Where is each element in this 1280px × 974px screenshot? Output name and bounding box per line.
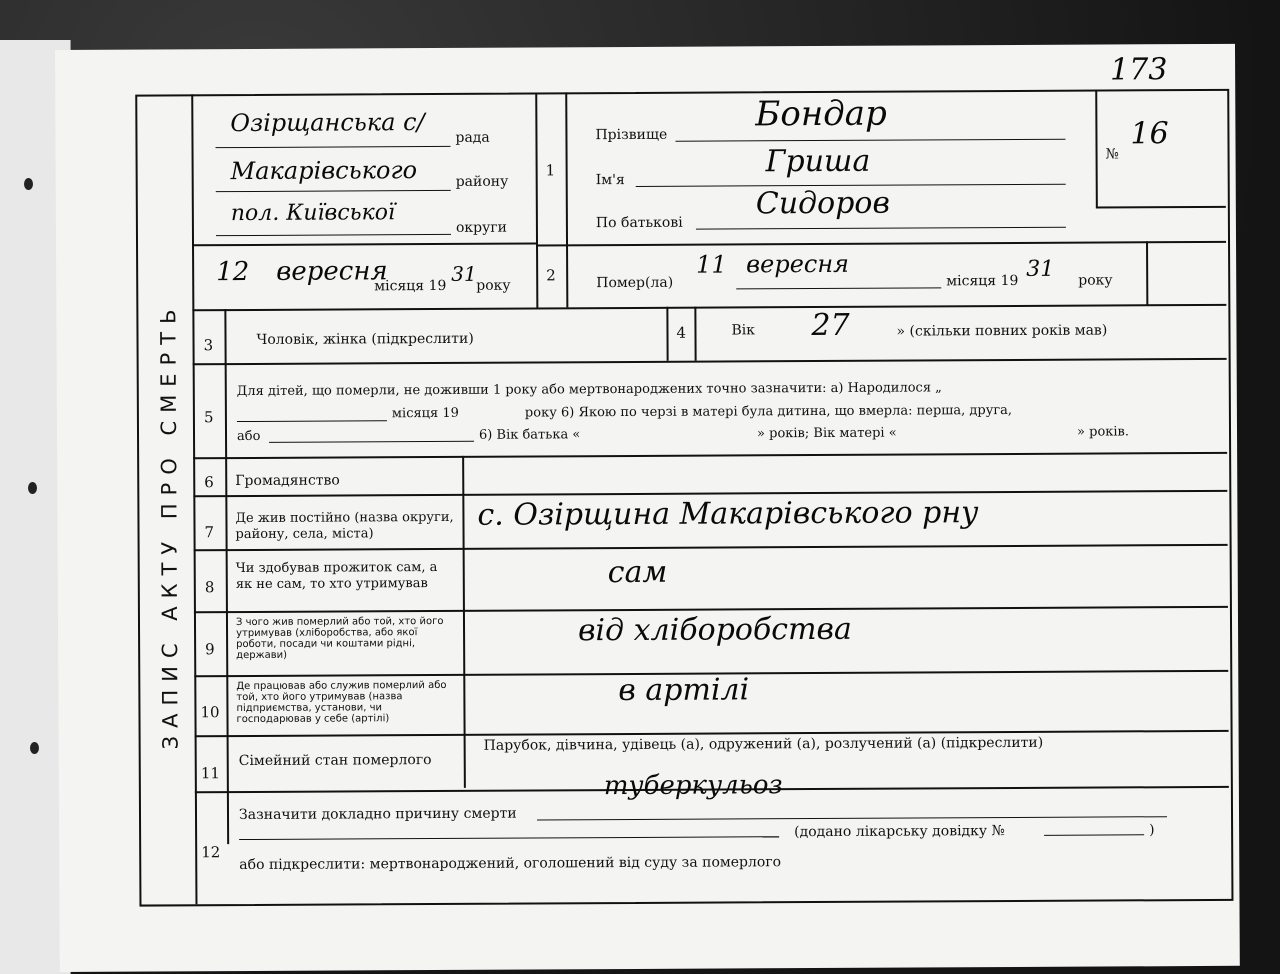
children-line-3a: або bbox=[236, 428, 261, 445]
okrug-value: пол. Київської bbox=[230, 200, 396, 227]
record-no-value: 16 bbox=[1130, 116, 1169, 152]
died-day: 11 bbox=[696, 250, 727, 279]
surname-label: Прізвище bbox=[595, 126, 668, 144]
row-number: 4 bbox=[676, 323, 687, 342]
surname-value: Бондар bbox=[755, 93, 887, 135]
marital-options: Парубок, дівчина, удівець (а), одружений (а), розлучений (а) (підкреслити) bbox=[483, 734, 1044, 754]
died-label: Помер(ла) bbox=[596, 274, 674, 292]
district-label: району bbox=[455, 173, 509, 190]
sheet-number: 173 bbox=[1110, 52, 1168, 88]
row-number: 2 bbox=[546, 266, 556, 285]
binding-hole bbox=[30, 742, 39, 754]
row-number: 10 bbox=[200, 703, 220, 722]
sex-field: Чоловік, жінка (підкреслити) bbox=[256, 330, 474, 348]
binding-hole bbox=[24, 178, 33, 190]
citizenship-label: Громадянство bbox=[235, 472, 340, 490]
marital-label: Сімейний стан померлого bbox=[238, 752, 432, 770]
cause-label: Зазначити докладно причину смерти bbox=[238, 805, 517, 824]
reg-month-label: місяця 19 bbox=[374, 277, 447, 295]
side-title: ЗАПИС АКТУ ПРО СМЕРТЬ bbox=[156, 301, 183, 750]
patronymic-label: По батькові bbox=[595, 214, 683, 232]
income-source-label: З чого жив померлий або той, хто його утримував (хліборобства, або якої роботи, посади чи коштами рідні, держави) bbox=[235, 615, 444, 662]
workplace-value: в артілі bbox=[618, 672, 750, 709]
age-value: 27 bbox=[811, 307, 850, 344]
row-number: 3 bbox=[203, 336, 214, 355]
livelihood-value: сам bbox=[607, 554, 668, 591]
reg-year-label: року bbox=[476, 277, 511, 294]
children-line-3c: » років; Вік матері « bbox=[756, 425, 897, 442]
died-year-label: року bbox=[1078, 272, 1113, 289]
form-page bbox=[55, 44, 1240, 972]
livelihood-label: Чи здобував прожиток сам, а як не сам, то хто утримував bbox=[235, 560, 438, 593]
name-label: Ім'я bbox=[595, 172, 625, 189]
reg-month: вересня bbox=[276, 256, 388, 287]
record-no-label: № bbox=[1105, 146, 1119, 163]
residence-label: Де жив постійно (назва округи, району, села, міста) bbox=[235, 509, 454, 543]
age-label: Вік bbox=[731, 322, 756, 339]
row-number: 9 bbox=[205, 640, 215, 659]
reg-year: 31 bbox=[451, 261, 477, 286]
row-number: 11 bbox=[200, 764, 220, 783]
residence-value: с. Озірщина Макарівського рну bbox=[477, 495, 979, 533]
row-number: 6 bbox=[204, 473, 214, 492]
certificate-label: (додано лікарську довідку № bbox=[794, 823, 1005, 841]
row-number: 1 bbox=[545, 161, 556, 180]
row-number: 8 bbox=[204, 578, 215, 597]
district-value: Макарівського bbox=[230, 156, 418, 186]
children-line-3d: » років. bbox=[1076, 424, 1130, 440]
children-line-1: Для дітей, що померли, не доживши 1 року або мертвонароджених точно зазначити: а) Народилося „ bbox=[236, 380, 942, 400]
council-label: рада bbox=[455, 129, 490, 146]
income-source-value: від хліборобства bbox=[577, 611, 852, 649]
died-year: 31 bbox=[1026, 256, 1055, 282]
binding-hole bbox=[28, 482, 37, 494]
reg-day: 12 bbox=[216, 256, 250, 288]
name-value: Гриша bbox=[765, 143, 871, 180]
children-line-2: місяця 19 bbox=[391, 405, 459, 422]
stillborn-note: або підкреслити: мертвонароджений, оголошений від суду за померлого bbox=[239, 854, 782, 874]
row-number: 5 bbox=[203, 408, 214, 427]
row-number: 7 bbox=[204, 523, 215, 542]
workplace-label: Де працював або служив померлий або той, хто його утримував (назва підприємства, установи, чи господарював у себе (артілі) bbox=[236, 679, 447, 726]
okrug-label: округи bbox=[455, 219, 508, 236]
children-line-2b: року 6) Якою по черзі в матері була дитина, що вмерла: перша, друга, bbox=[524, 402, 1013, 421]
certificate-close: ) bbox=[1149, 822, 1155, 839]
cause-value: туберкульоз bbox=[603, 770, 783, 802]
council-value: Озірщанська с/ bbox=[230, 108, 425, 138]
row-number: 12 bbox=[201, 843, 221, 862]
children-line-3b: 6) Вік батька « bbox=[478, 427, 581, 443]
age-suffix: » (скільки повних років мав) bbox=[896, 322, 1108, 340]
died-month: вересня bbox=[746, 249, 850, 279]
patronymic-value: Сидоров bbox=[755, 185, 890, 222]
died-month-label: місяця 19 bbox=[946, 272, 1019, 290]
